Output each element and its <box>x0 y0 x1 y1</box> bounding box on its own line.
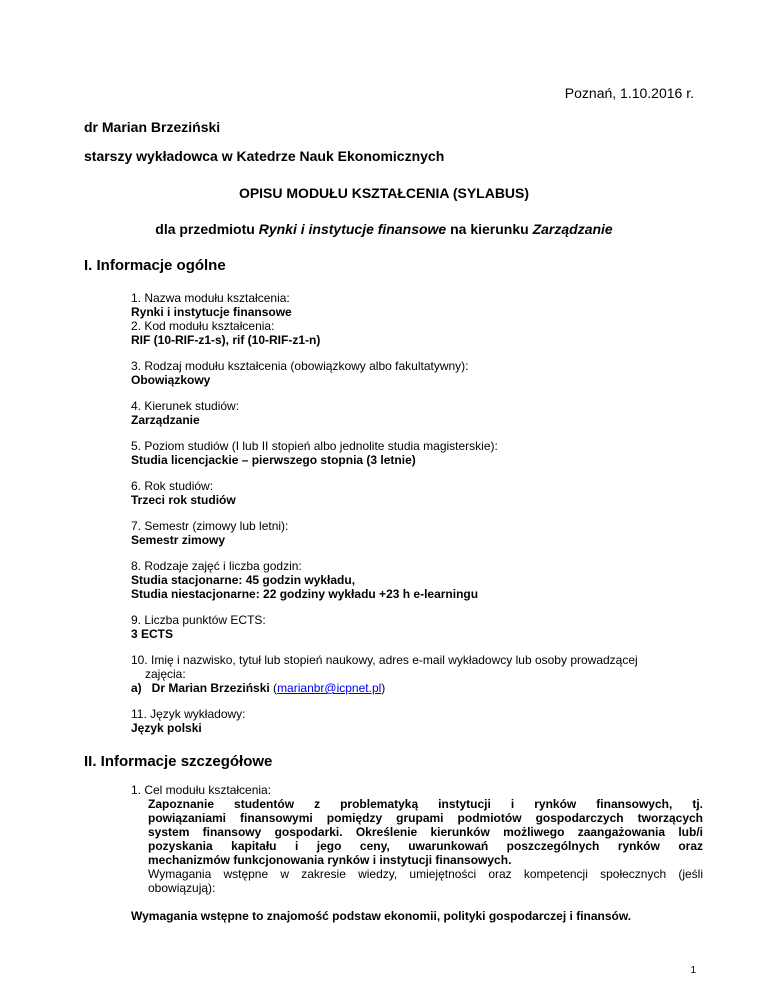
requirements-question-cont: obowiązują): <box>148 881 216 895</box>
author-position: starszy wykładowca w Katedrze Nauk Ekonomicznych <box>84 148 445 164</box>
goal-line: mechanizmów funkcjonowania rynków i instytucji finansowych. <box>148 853 512 867</box>
info-item-question: 7. Semestr (zimowy lub letni): <box>131 519 289 533</box>
info-item-semester <box>131 519 288 547</box>
email-open-paren: ( <box>269 681 278 695</box>
goal-line: powiązaniami finansowymi pomiędzy grupami podmiotów gospodarczych tworzących <box>148 811 703 825</box>
requirements-question: Wymagania wstępne w zakresie wiedzy, umiejętności oraz kompetencji społecznych (jeśli <box>148 867 703 881</box>
section-heading-general: I. Informacje ogólne <box>84 257 226 274</box>
info-item-study-year <box>131 479 236 507</box>
info-item-language <box>131 707 246 735</box>
info-item-module-name <box>131 291 292 319</box>
info-item-question: 8. Rodzaje zajęć i liczba godzin: <box>131 559 302 573</box>
info-item-question: 10. Imię i nazwisko, tytuł lub stopień naukowy, adres e-mail wykładowcy lub osoby prowadzącej <box>131 653 638 667</box>
subject-prefix: dla przedmiotu <box>155 221 259 237</box>
page-number: 1 <box>690 965 696 976</box>
info-item-answer: Studia licencjackie – pierwszego stopnia (3 letnie) <box>131 453 416 467</box>
module-goal <box>131 783 271 797</box>
info-item-question: 5. Poziom studiów (I lub II stopień albo jednolite studia magisterskie): <box>131 439 498 453</box>
module-goal-answer <box>148 797 703 895</box>
info-item-question-cont: zajęcia: <box>145 667 186 681</box>
lecturer-name: a) Dr Marian Brzeziński <box>131 681 270 695</box>
info-item-class-hours <box>131 559 478 601</box>
info-item-module-code <box>131 319 320 347</box>
info-item-ects <box>131 613 266 641</box>
info-item-question: 4. Kierunek studiów: <box>131 399 240 413</box>
requirements-answer: Wymagania wstępne to znajomość podstaw ekonomii, polityki gospodarczej i finansów. <box>131 909 632 923</box>
section-heading-detailed: II. Informacje szczegółowe <box>84 753 273 770</box>
author-name: dr Marian Brzeziński <box>84 119 221 135</box>
info-item-question: 3. Rodzaj modułu kształcenia (obowiązkowy albo fakultatywny): <box>131 359 469 373</box>
goal-line: pozyskania kapitału i jego ceny, uwarunkowań poszczególnych rynków oraz <box>148 839 703 853</box>
info-item-question: 11. Język wykładowy: <box>131 707 246 721</box>
info-item-lecturer <box>131 653 638 695</box>
document-date: Poznań, 1.10.2016 r. <box>564 85 694 101</box>
info-item-field-of-study <box>131 399 239 427</box>
info-item-answer: 3 ECTS <box>131 627 174 641</box>
info-item-answer: Trzeci rok studiów <box>131 493 236 507</box>
info-item-answer-secondary: Studia niestacjonarne: 22 godziny wykładu +23 h e-learningu <box>131 587 479 601</box>
info-item-answer: Język polski <box>131 721 202 735</box>
info-item-answer: RIF (10-RIF-z1-s), rif (10-RIF-z1-n) <box>131 333 321 347</box>
info-item-answer: Zarządzanie <box>131 413 200 427</box>
info-item-answer: Studia stacjonarne: 45 godzin wykładu, <box>131 573 356 587</box>
info-item-answer: Semestr zimowy <box>131 533 226 547</box>
email-close-paren: ) <box>381 681 386 695</box>
subject-middle: na kierunku <box>446 221 533 237</box>
module-goal-question: 1. Cel modułu kształcenia: <box>131 783 272 797</box>
goal-line: system finansowy gospodarki. Określenie kierunków możliwego zaangażowania lub/i <box>148 825 703 839</box>
subject-field: Zarządzanie <box>532 221 613 237</box>
info-item-study-level <box>131 439 498 467</box>
info-item-question: 1. Nazwa modułu kształcenia: <box>131 291 290 305</box>
subject-name: Rynki i instytucje finansowe <box>258 221 447 237</box>
info-item-question: 9. Liczba punktów ECTS: <box>131 613 266 627</box>
document-title: OPISU MODUŁU KSZTAŁCENIA (SYLABUS) <box>238 185 530 201</box>
info-item-answer: Rynki i instytucje finansowe <box>131 305 292 319</box>
info-item-module-type <box>131 359 469 387</box>
lecturer-email-link[interactable]: marianbr@icpnet.pl <box>277 681 382 695</box>
goal-line: Zapoznanie studentów z problematyką instytucji i rynków finansowych, tj. <box>148 797 703 811</box>
info-item-answer: Obowiązkowy <box>131 373 211 387</box>
subject-line <box>0 222 768 236</box>
info-item-question: 6. Rok studiów: <box>131 479 214 493</box>
info-item-question: 2. Kod modułu kształcenia: <box>131 319 275 333</box>
